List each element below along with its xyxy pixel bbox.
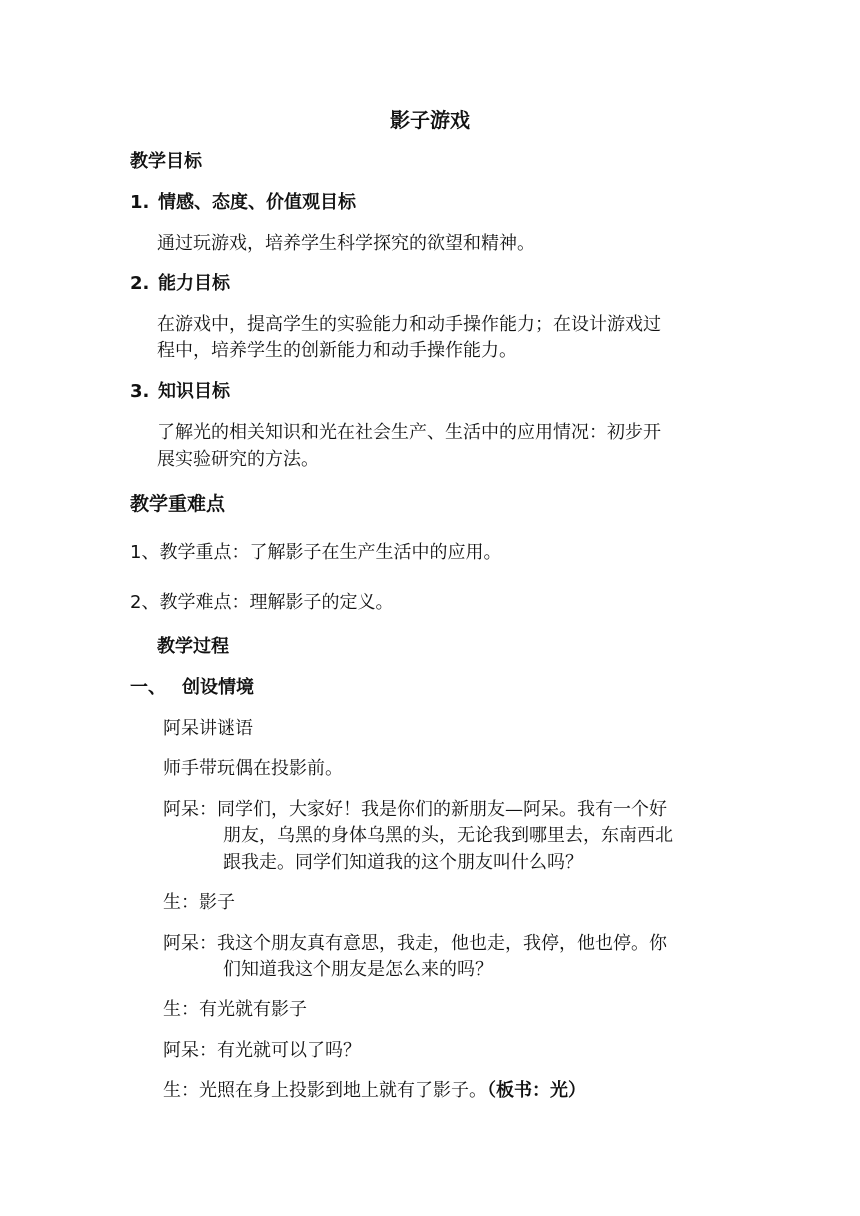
objective-1-heading: [130, 191, 356, 215]
objective-2-heading: [130, 272, 230, 296]
dialogue-1-text-1: 同学们，大家好！我是你们的新朋友—阿呆。我有一个好: [217, 799, 667, 820]
teacher-line: 师手带玩偶在投影前。: [163, 758, 343, 779]
objective-3-heading: [130, 380, 230, 404]
objective-3-text-line-1: 了解光的相关知识和光在社会生产、生活中的应用情况：初步开: [157, 422, 661, 443]
dialogue-2-line-1: [163, 932, 667, 956]
dialogue-1-line-1: [163, 798, 667, 822]
objective-1-title: 情感、态度、价值观目标: [158, 192, 356, 213]
section-one-title: 创设情境: [182, 677, 254, 698]
objective-2-title: 能力目标: [158, 273, 230, 294]
dialogue-2-text-1: 我这个朋友真有意思，我走，他也走，我停，他也停。你: [217, 933, 667, 954]
objective-2-number: 2.: [130, 273, 150, 294]
key-points-heading: 教学重难点: [130, 493, 226, 515]
objective-2-text-line-2: 程中，培养学生的创新能力和动手操作能力。: [157, 340, 517, 361]
student-line-2: 生：有光就有影子: [163, 999, 307, 1020]
objectives-heading: 教学目标: [130, 151, 202, 172]
objective-3-text-line-2: 展实验研究的方法。: [157, 449, 319, 470]
process-heading: 教学过程: [157, 636, 229, 657]
section-one-heading: [130, 676, 254, 700]
student-line-3: [163, 1079, 586, 1103]
key-point-1: 1、教学重点：了解影子在生产生活中的应用。: [130, 542, 502, 563]
dialogue-2-speaker: 阿呆：: [163, 933, 217, 954]
document-title: 影子游戏: [390, 108, 470, 132]
student-line-1: 生：影子: [163, 892, 235, 913]
riddle-line: 阿呆讲谜语: [163, 718, 253, 739]
dialogue-1-line-2: 朋友，乌黑的身体乌黑的头，无论我到哪里去，东南西北: [223, 825, 673, 846]
objective-3-number: 3.: [130, 381, 150, 402]
key-point-2: 2、教学难点：理解影子的定义。: [130, 592, 394, 613]
blackboard-note: （板书：光）: [487, 1080, 586, 1101]
dialogue-3-line: 阿呆：有光就可以了吗？: [163, 1040, 361, 1061]
dialogue-2-line-2: 们知道我这个朋友是怎么来的吗？: [223, 959, 493, 980]
objective-2-text-line-1: 在游戏中，提高学生的实验能力和动手操作能力；在设计游戏过: [157, 314, 661, 335]
objective-3-title: 知识目标: [158, 381, 230, 402]
dialogue-1-line-3: 跟我走。同学们知道我的这个朋友叫什么吗？: [223, 852, 583, 873]
student-line-3-text: 生：光照在身上投影到地上就有了影子。: [163, 1080, 487, 1101]
objective-1-number: 1.: [130, 192, 150, 213]
dialogue-1-speaker: 阿呆：: [163, 799, 217, 820]
objective-1-text: 通过玩游戏，培养学生科学探究的欲望和精神。: [157, 233, 535, 254]
section-one-number: 一、: [130, 677, 166, 698]
